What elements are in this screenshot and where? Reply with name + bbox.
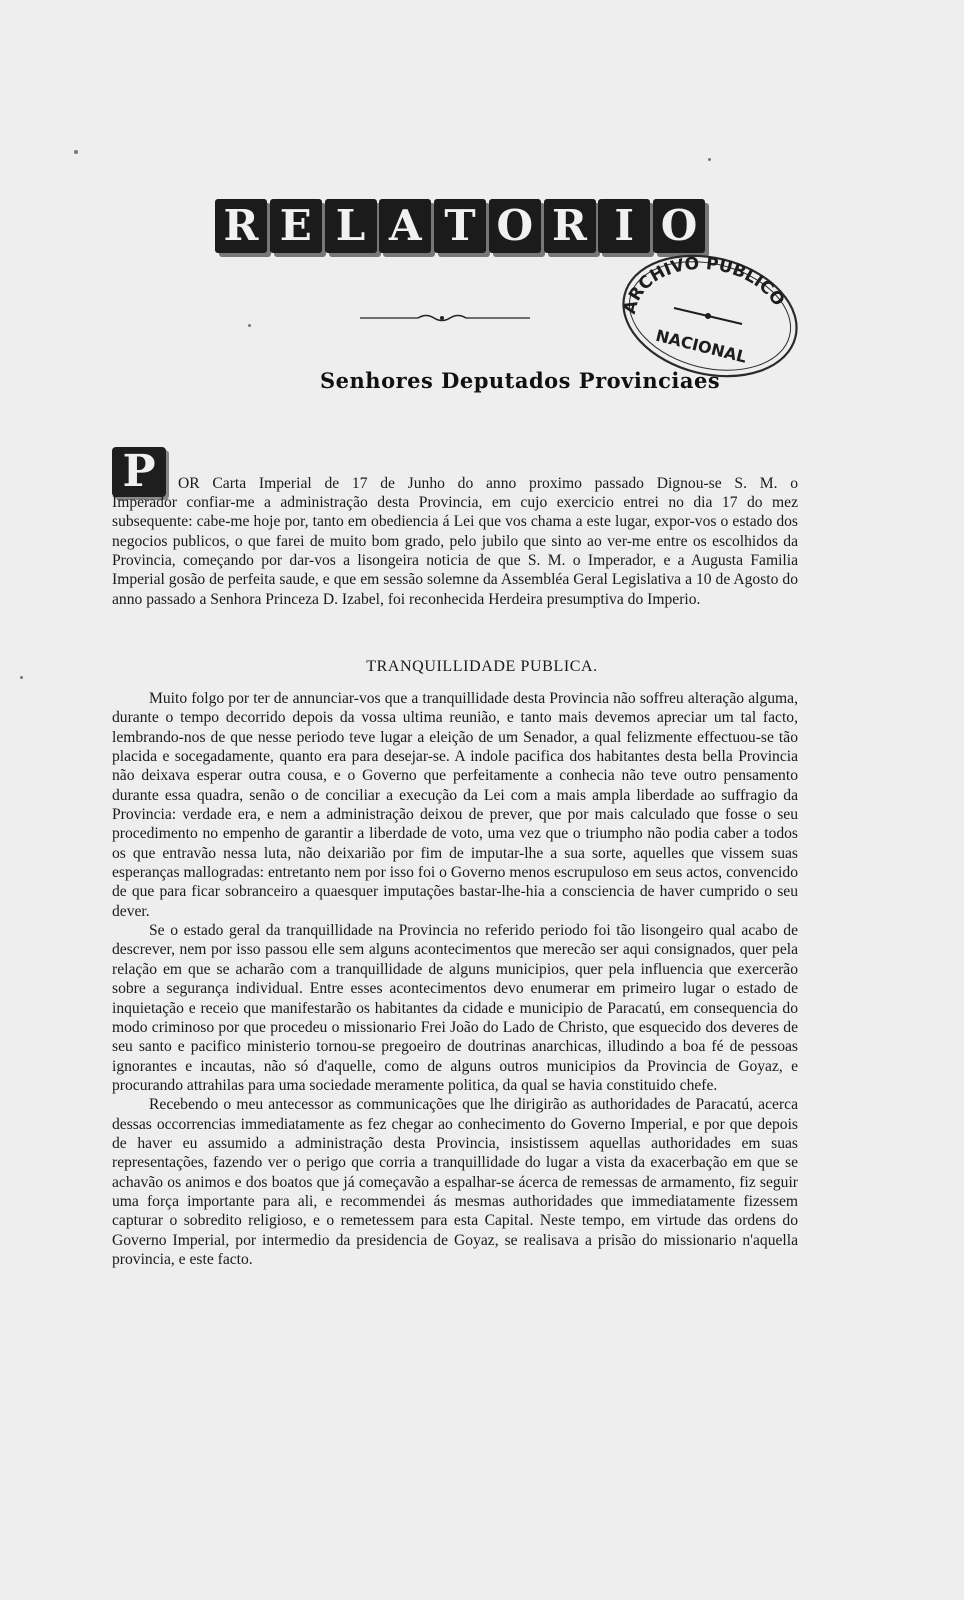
section-heading: TRANQUILLIDADE PUBLICA. — [366, 658, 598, 675]
ornamental-divider — [360, 312, 530, 324]
paper-speck — [708, 158, 711, 161]
stamp-top-text: ARCHIVO PUBLICO — [619, 253, 789, 317]
title-letter: T — [434, 199, 486, 253]
body-paragraph: Muito folgo por ter de annunciar-vos que a tranquillidade desta Provincia não soffreu alteração alguma, durante o tempo decorrido depois da vossa ultima reunião, e tanto mais devemos apreciar um tal facto, lembrando-nos de que nesse periodo teve lugar a eleição de um Senador, a qual felizmente effectuou-se tão placida e socegadamente, quanto era para desejar-se. A indole pacifica dos habitantes desta bella Provincia não deixava esperar outra cousa, e o Governo que perfeitamente a conhecia não teve outro pensamento durante essa quadra, senão o de conciliar a execução da Lei com a mais ampla liberdade ao suffragio da Provincia: verdade era, e nem a administração deixou de prever, que por mais calculado que fosse o seu procedimento no empenho de garantir a liberdade de voto, uma vez que o triumpho não podia caber a todos os que entravão nessa luta, não deixarião por fim de imputar-lhe a sua sorte, aquelles que vissem suas esperanças mallogradas: entretanto nem por isso foi o Governo menos escrupuloso em seus actos, convencido de que para ficar sobranceiro a quaesquer imputações bastar-lhe-hia a consciencia de haver cumprido o seu dever. — [112, 690, 798, 920]
body-paragraph: Se o estado geral da tranquillidade na Provincia no referido periodo foi tão lisongeiro qual acabo de descrever, nem por isso passou elle sem alguns acontecimentos que merecão ser aqui consignados, quer pela relação em que se acharão com a tranquillidade de alguns municipios, quer pela influencia que exercerão sobre a segurança individual. Entre esses acontecimentos devo enumerar em primeiro lugar o estado de inquietação e receio que manifestarão os habitantes da cidade e municipio de Paracatú, em consequencia do modo criminoso por que procedeu o missionario Frei João do Lado de Christo, que esquecido dos deveres de seu santo e pacifico ministerio tornou-se pregoeiro de doutrinas anarchicas, illudindo a boa fé de pessoas ignorantes e incautas, não só d'aquelle, como de alguns outros municipios da Provincia de Goyaz, e procurando attrahilas para uma sociedade meramente politica, da qual se havia constituido chefe. — [112, 922, 798, 1094]
drop-cap: P — [112, 447, 166, 497]
stamp-bottom-text: NACIONAL — [653, 325, 749, 367]
title-letter: O — [489, 199, 541, 253]
title-letter: R — [544, 199, 596, 253]
opening-paragraph-text: Imperador confiar-me a administração desta Provincia, em cujo exercicio entrei no dia 17 do mez subsequente: cabe-me hoje por, tanto em obediencia á Lei que vos chama a este lugar, expor-vos o estado dos negocios publicos, o que farei de muito bom grado, pelo jubilo que sinto ao ver-me entre os escolhidos da Provincia, começando por dar-vos a lisongeira noticia de que S. M. o Imperador, e a Augusta Familia Imperial gosão de perfeita saude, e que em sessão solemne da Assembléa Geral Legislativa a 10 de Agosto do anno passado a Senhora Princeza D. Izabel, foi reconhecida Herdeira presumptiva do Imperio. — [112, 494, 798, 608]
body-paragraph: Recebendo o meu antecessor as communicações que lhe dirigirão as authoridades de Paracatú, acerca dessas occorrencias immediatamente as fez chegar ao conhecimento do Governo Imperial, e por que depois de haver eu assumido a administração desta Provincia, insistissem aquellas authoridades em suas representações, fazendo ver o perigo que corria a tranquillidade do lugar a vista da exacerbação em que se achavão os animos e dos boatos que já começavão a espalhar-se ácerca de remessas de armamento, fiz seguir uma força importante para ali, e recommendei ás mesmas authoridades que immediatamente fizessem capturar o sobredito religioso, e o remetessem para esta Capital. Neste tempo, em virtude das ordens do Governo Imperial, por intermedio da presidencia de Goyaz, se realisava a prisão do missionario n'aquella provincia, e este facto. — [112, 1096, 798, 1268]
title-letter: A — [379, 199, 431, 253]
svg-text:ARCHIVO PUBLICO — [620, 250, 794, 341]
title-letter: I — [598, 199, 650, 253]
body-text — [112, 689, 798, 1269]
title-letter: R — [215, 199, 267, 253]
salutation: Senhores Deputados Provinciaes — [320, 368, 721, 393]
archive-stamp — [614, 250, 804, 382]
title-letter: E — [270, 199, 322, 253]
opening-first-line: OR Carta Imperial de 17 de Junho do anno proximo passado Dignou-se S. M. o — [178, 475, 798, 492]
title-letter: L — [325, 199, 377, 253]
paper-speck — [74, 150, 78, 154]
paper-speck — [20, 676, 23, 679]
title-letter: O — [653, 199, 705, 253]
stamp-oval-icon — [614, 250, 804, 382]
document-title — [215, 196, 705, 256]
paper-speck — [248, 324, 251, 327]
opening-paragraph — [112, 493, 798, 609]
